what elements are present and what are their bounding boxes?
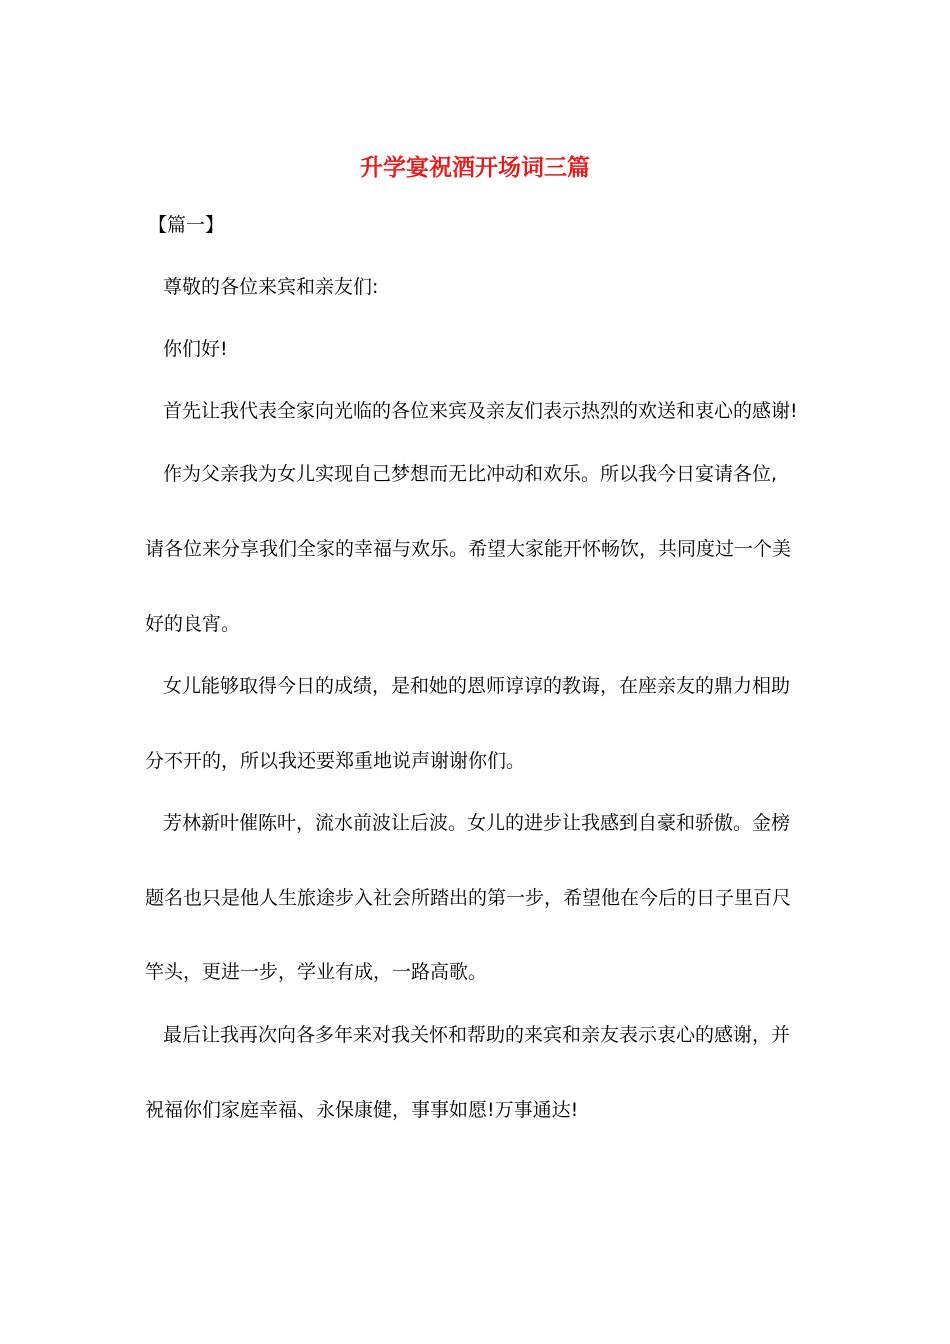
paragraph-line: 首先让我代表全家向光临的各位来宾及亲友们表示热烈的欢送和衷心的感谢! bbox=[163, 400, 798, 422]
paragraph-line: 好的良宵。 bbox=[145, 613, 241, 635]
paragraph-line: 竿头，更进一步，学业有成，一路高歌。 bbox=[145, 961, 488, 983]
paragraph-line: 题名也只是他人生旅途步入社会所踏出的第一步，希望他在今后的日子里百尺 bbox=[145, 887, 792, 909]
paragraph-line: 尊敬的各位来宾和亲友们: bbox=[163, 276, 379, 298]
paragraph-line: 祝福你们家庭幸福、永保康健，事事如愿!万事通达! bbox=[145, 1099, 579, 1121]
paragraph-line: 最后让我再次向各多年来对我关怀和帮助的来宾和亲友表示衷心的感谢，并 bbox=[163, 1024, 791, 1046]
section-label: 【篇一】 bbox=[148, 214, 225, 236]
paragraph-line: 芳林新叶催陈叶，流水前波让后波。女儿的进步让我感到自豪和骄傲。金榜 bbox=[163, 812, 791, 834]
paragraph-line: 女儿能够取得今日的成绩，是和她的恩师谆谆的教诲，在座亲友的鼎力相助 bbox=[163, 675, 791, 697]
paragraph-line: 作为父亲我为女儿实现自己梦想而无比冲动和欢乐。所以我今日宴请各位, bbox=[163, 463, 778, 485]
paragraph-line: 分不开的，所以我还要郑重地说声谢谢你们。 bbox=[145, 750, 526, 772]
paragraph-line: 请各位来分享我们全家的幸福与欢乐。希望大家能开怀畅饮，共同度过一个美 bbox=[145, 538, 792, 560]
document-title: 升学宴祝酒开场词三篇 bbox=[360, 154, 590, 181]
paragraph-line: 你们好! bbox=[163, 338, 228, 360]
